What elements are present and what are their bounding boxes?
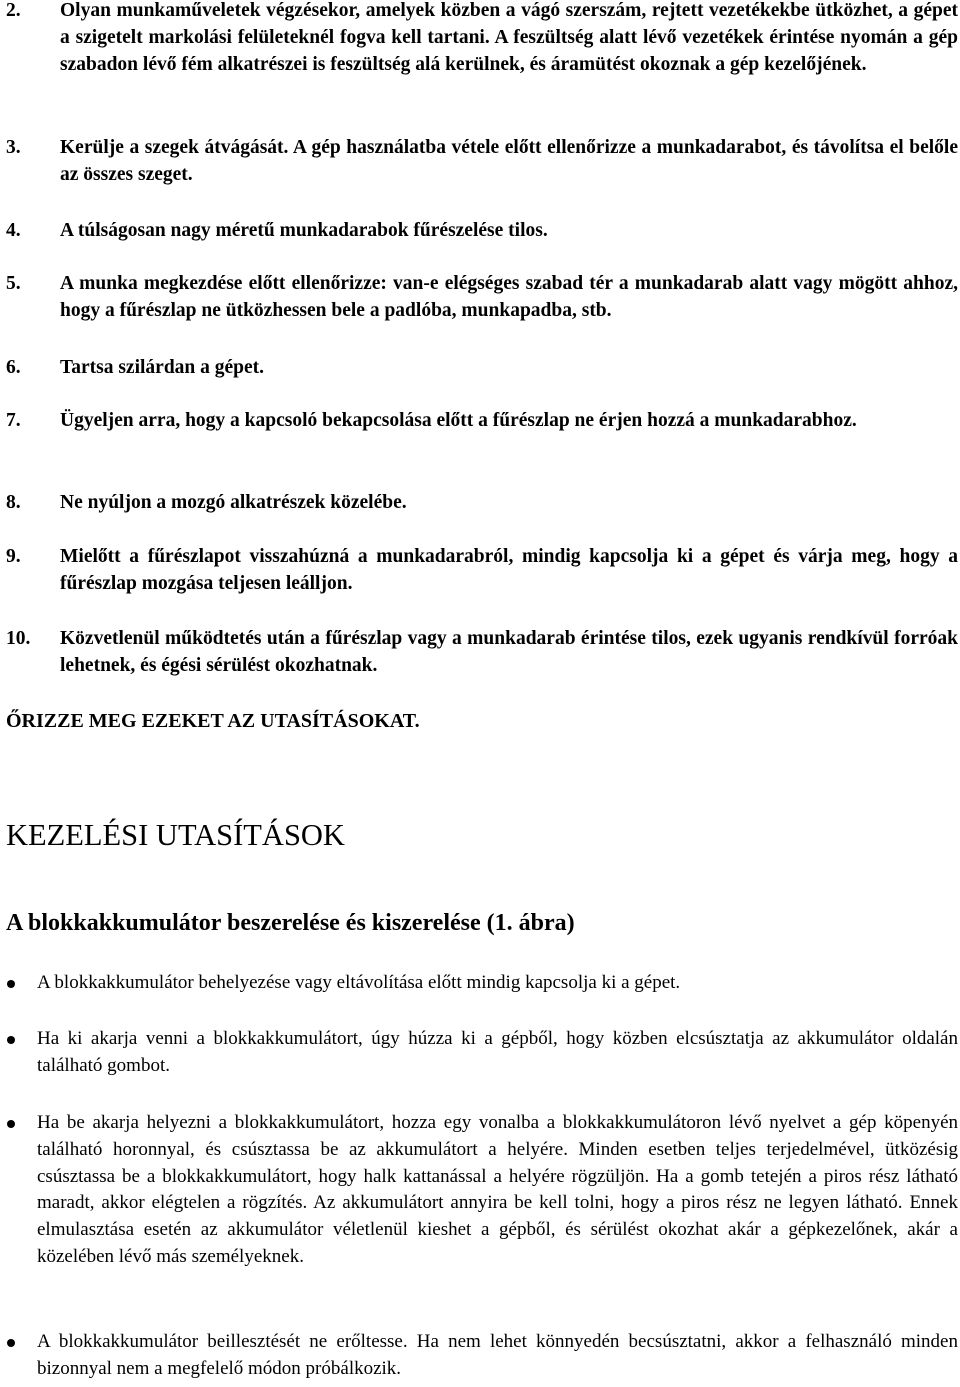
item-number: 3. [6, 137, 21, 158]
safety-item-3 [6, 134, 958, 188]
item-text: Ügyeljen arra, hogy a kapcsoló bekapcsolása előtt a fűrészlap ne érjen hozzá a munkadarabhoz. [60, 410, 857, 431]
item-number: 4. [6, 220, 21, 241]
safety-item-2 [6, 0, 958, 78]
item-number: 8. [6, 492, 21, 513]
bullet-text: A blokkakkumulátor behelyezése vagy eltávolítása előtt mindig kapcsolja ki a gépet. [37, 972, 681, 993]
item-number: 6. [6, 357, 21, 378]
bullet-text: A blokkakkumulátor beillesztését ne erőltesse. Ha nem lehet könnyedén becsúsztatni, akkor a felhasználó minden bizonnyal nem a megfelelő módon próbálkozik. [37, 1331, 958, 1379]
item-text: Tartsa szilárdan a gépet. [60, 357, 265, 378]
item-text: Mielőtt a fűrészlapot visszahúzná a munkadarabról, mindig kapcsolja ki a gépet és várja meg, hogy a fűrészlap mozgása teljesen leálljon. [60, 546, 958, 594]
bullet-item [6, 1329, 958, 1383]
bullet-item [6, 1110, 958, 1271]
item-text: Kerülje a szegek átvágását. A gép használatba vétele előtt ellenőrizze a munkadarabot, és távolítsa el belőle az összes szeget. [60, 137, 958, 185]
item-text: Közvetlenül működtetés után a fűrészlap vagy a munkadarab érintése tilos, ezek ugyanis rendkívül forróak lehetnek, és égési sérülést okozhatnak. [60, 628, 958, 676]
bullet-dot-icon [7, 980, 15, 988]
bullet-dot-icon [7, 1339, 15, 1347]
bullet-dot-icon [7, 1120, 15, 1128]
item-number: 2. [6, 0, 21, 21]
safety-item-7 [6, 407, 958, 434]
safety-item-9 [6, 543, 958, 597]
safety-item-5 [6, 270, 958, 324]
safety-item-6 [6, 354, 958, 381]
item-text: Olyan munkaműveletek végzésekor, amelyek közben a vágó szerszám, rejtett vezetékekbe ütközhet, a gépet a szigetelt markolási felületeknél fogva kell tartani. A feszültség alatt lévő vezetékek érintése nyomán a gép szabadon lévő fém alkatrészei is feszültség alá kerülnek, és áramütést okoznak a gép kezelőjének. [60, 0, 958, 75]
item-text: Ne nyúljon a mozgó alkatrészek közelébe. [60, 492, 407, 513]
safety-item-8 [6, 489, 958, 516]
item-text: A túlságosan nagy méretű munkadarabok fűrészelése tilos. [60, 220, 548, 241]
item-text: A munka megkezdése előtt ellenőrizze: van-e elégséges szabad tér a munkadarab alatt vagy mögött ahhoz, hogy a fűrészlap ne ütközhessen bele a padlóba, munkapadba, stb. [60, 273, 958, 321]
subsection-title: A blokkakkumulátor beszerelése és kiszerelése (1. ábra) [6, 910, 575, 936]
item-number: 10. [6, 628, 31, 649]
section-title: KEZELÉSI UTASÍTÁSOK [6, 818, 345, 852]
keep-instructions-notice: ŐRIZZE MEG EZEKET AZ UTASÍTÁSOKAT. [6, 710, 420, 732]
bullet-text: Ha ki akarja venni a blokkakkumulátort, úgy húzza ki a gépből, hogy közben elcsúsztatja az akkumulátor oldalán található gombot. [37, 1028, 958, 1076]
safety-item-10 [6, 625, 958, 679]
bullet-item [6, 1026, 958, 1080]
item-number: 7. [6, 410, 21, 431]
item-number: 5. [6, 273, 21, 294]
bullet-item [6, 970, 958, 997]
item-number: 9. [6, 546, 21, 567]
bullet-dot-icon [7, 1036, 15, 1044]
bullet-text: Ha be akarja helyezni a blokkakkumulátort, hozza egy vonalba a blokkakkumulátoron lévő nyelvet a gép köpenyén található horonnyal, és csúsztassa be az akkumulátort a helyére. Minden esetben teljes terjedelmével, ütközésig csúsztassa be a blokkakkumulátort, hogy halk kattanással a helyére rögzüljön. Ha a gomb tetején a piros rész látható maradt, akkor elégtelen a rögzítés. Az akkumulátort annyira be kell tolni, hogy a piros rész ne legyen látható. Ennek elmulasztása esetén az akkumulátor véletlenül kieshet a gépből, és sérülést okozhat akár a gépkezelőnek, akár a közelében lévő más személyeknek. [37, 1112, 958, 1267]
safety-item-4 [6, 217, 958, 244]
